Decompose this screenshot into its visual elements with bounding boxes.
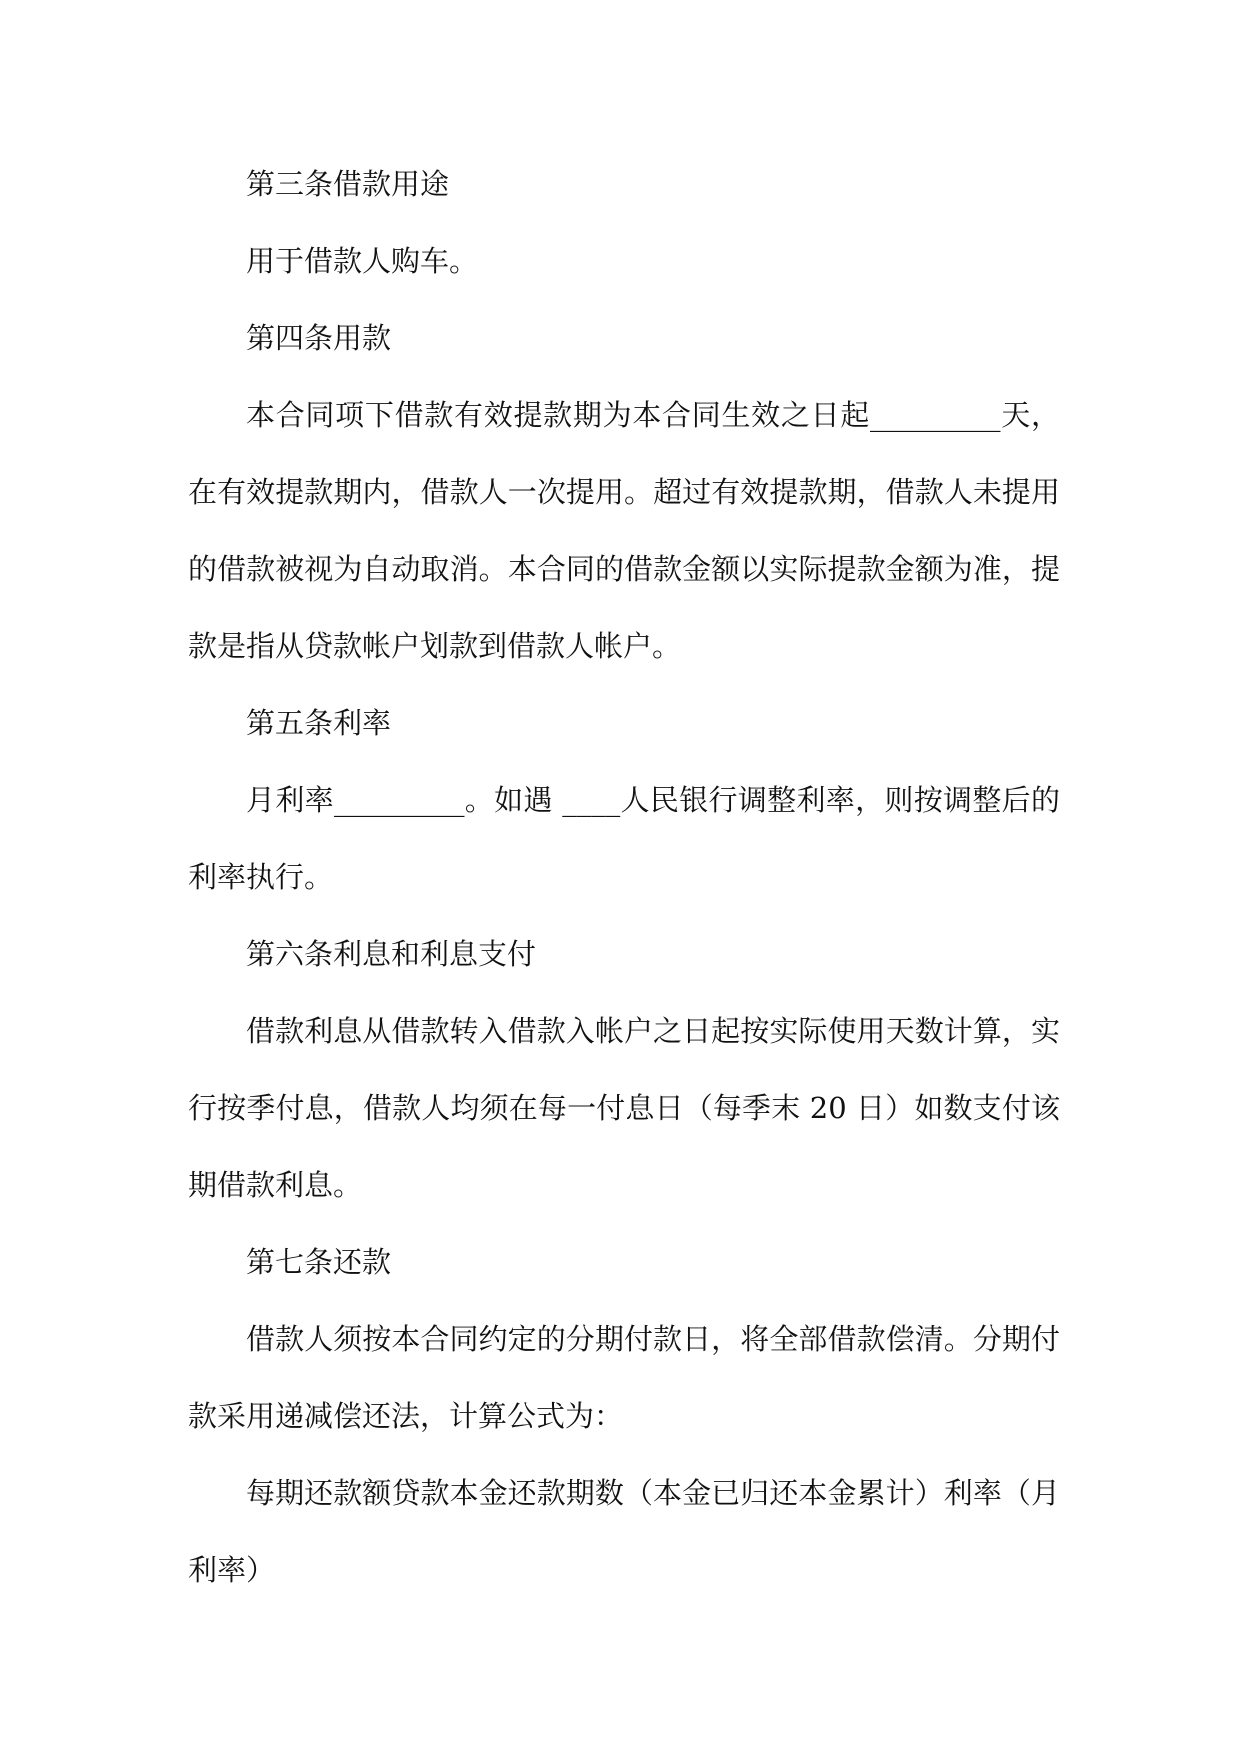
article-6-text: 借款利息从借款转入借款入帐户之日起按实际使用天数计算，实行按季付息，借款人均须在每一付息日（每季末 20 日）如数支付该期借款利息。 <box>188 1014 1060 1202</box>
document-body <box>188 146 1060 1609</box>
article-7-heading: 第七条还款 <box>246 1245 392 1279</box>
repayment-formula: 每期还款额贷款本金还款期数（本金已归还本金累计）利率（月利率） <box>188 1476 1060 1587</box>
article-4-heading: 第四条用款 <box>246 321 392 355</box>
article-5-heading: 第五条利率 <box>246 706 392 740</box>
article-3-heading: 第三条借款用途 <box>246 167 450 201</box>
article-3-text: 用于借款人购车。 <box>246 244 479 278</box>
article-7-text: 借款人须按本合同约定的分期付款日，将全部借款偿清。分期付款采用递减偿还法，计算公式为： <box>188 1322 1060 1433</box>
article-6-heading: 第六条利息和利息支付 <box>246 937 537 971</box>
article-5-text: 月利率_________。如遇 ____人民银行调整利率，则按调整后的利率执行。 <box>188 783 1060 894</box>
article-4-text: 本合同项下借款有效提款期为本合同生效之日起_________天，在有效提款期内，借款人一次提用。超过有效提款期，借款人未提用的借款被视为自动取消。本合同的借款金额以实际提款金额为准，提款是指从贷款帐户划款到借款人帐户。 <box>188 398 1060 663</box>
